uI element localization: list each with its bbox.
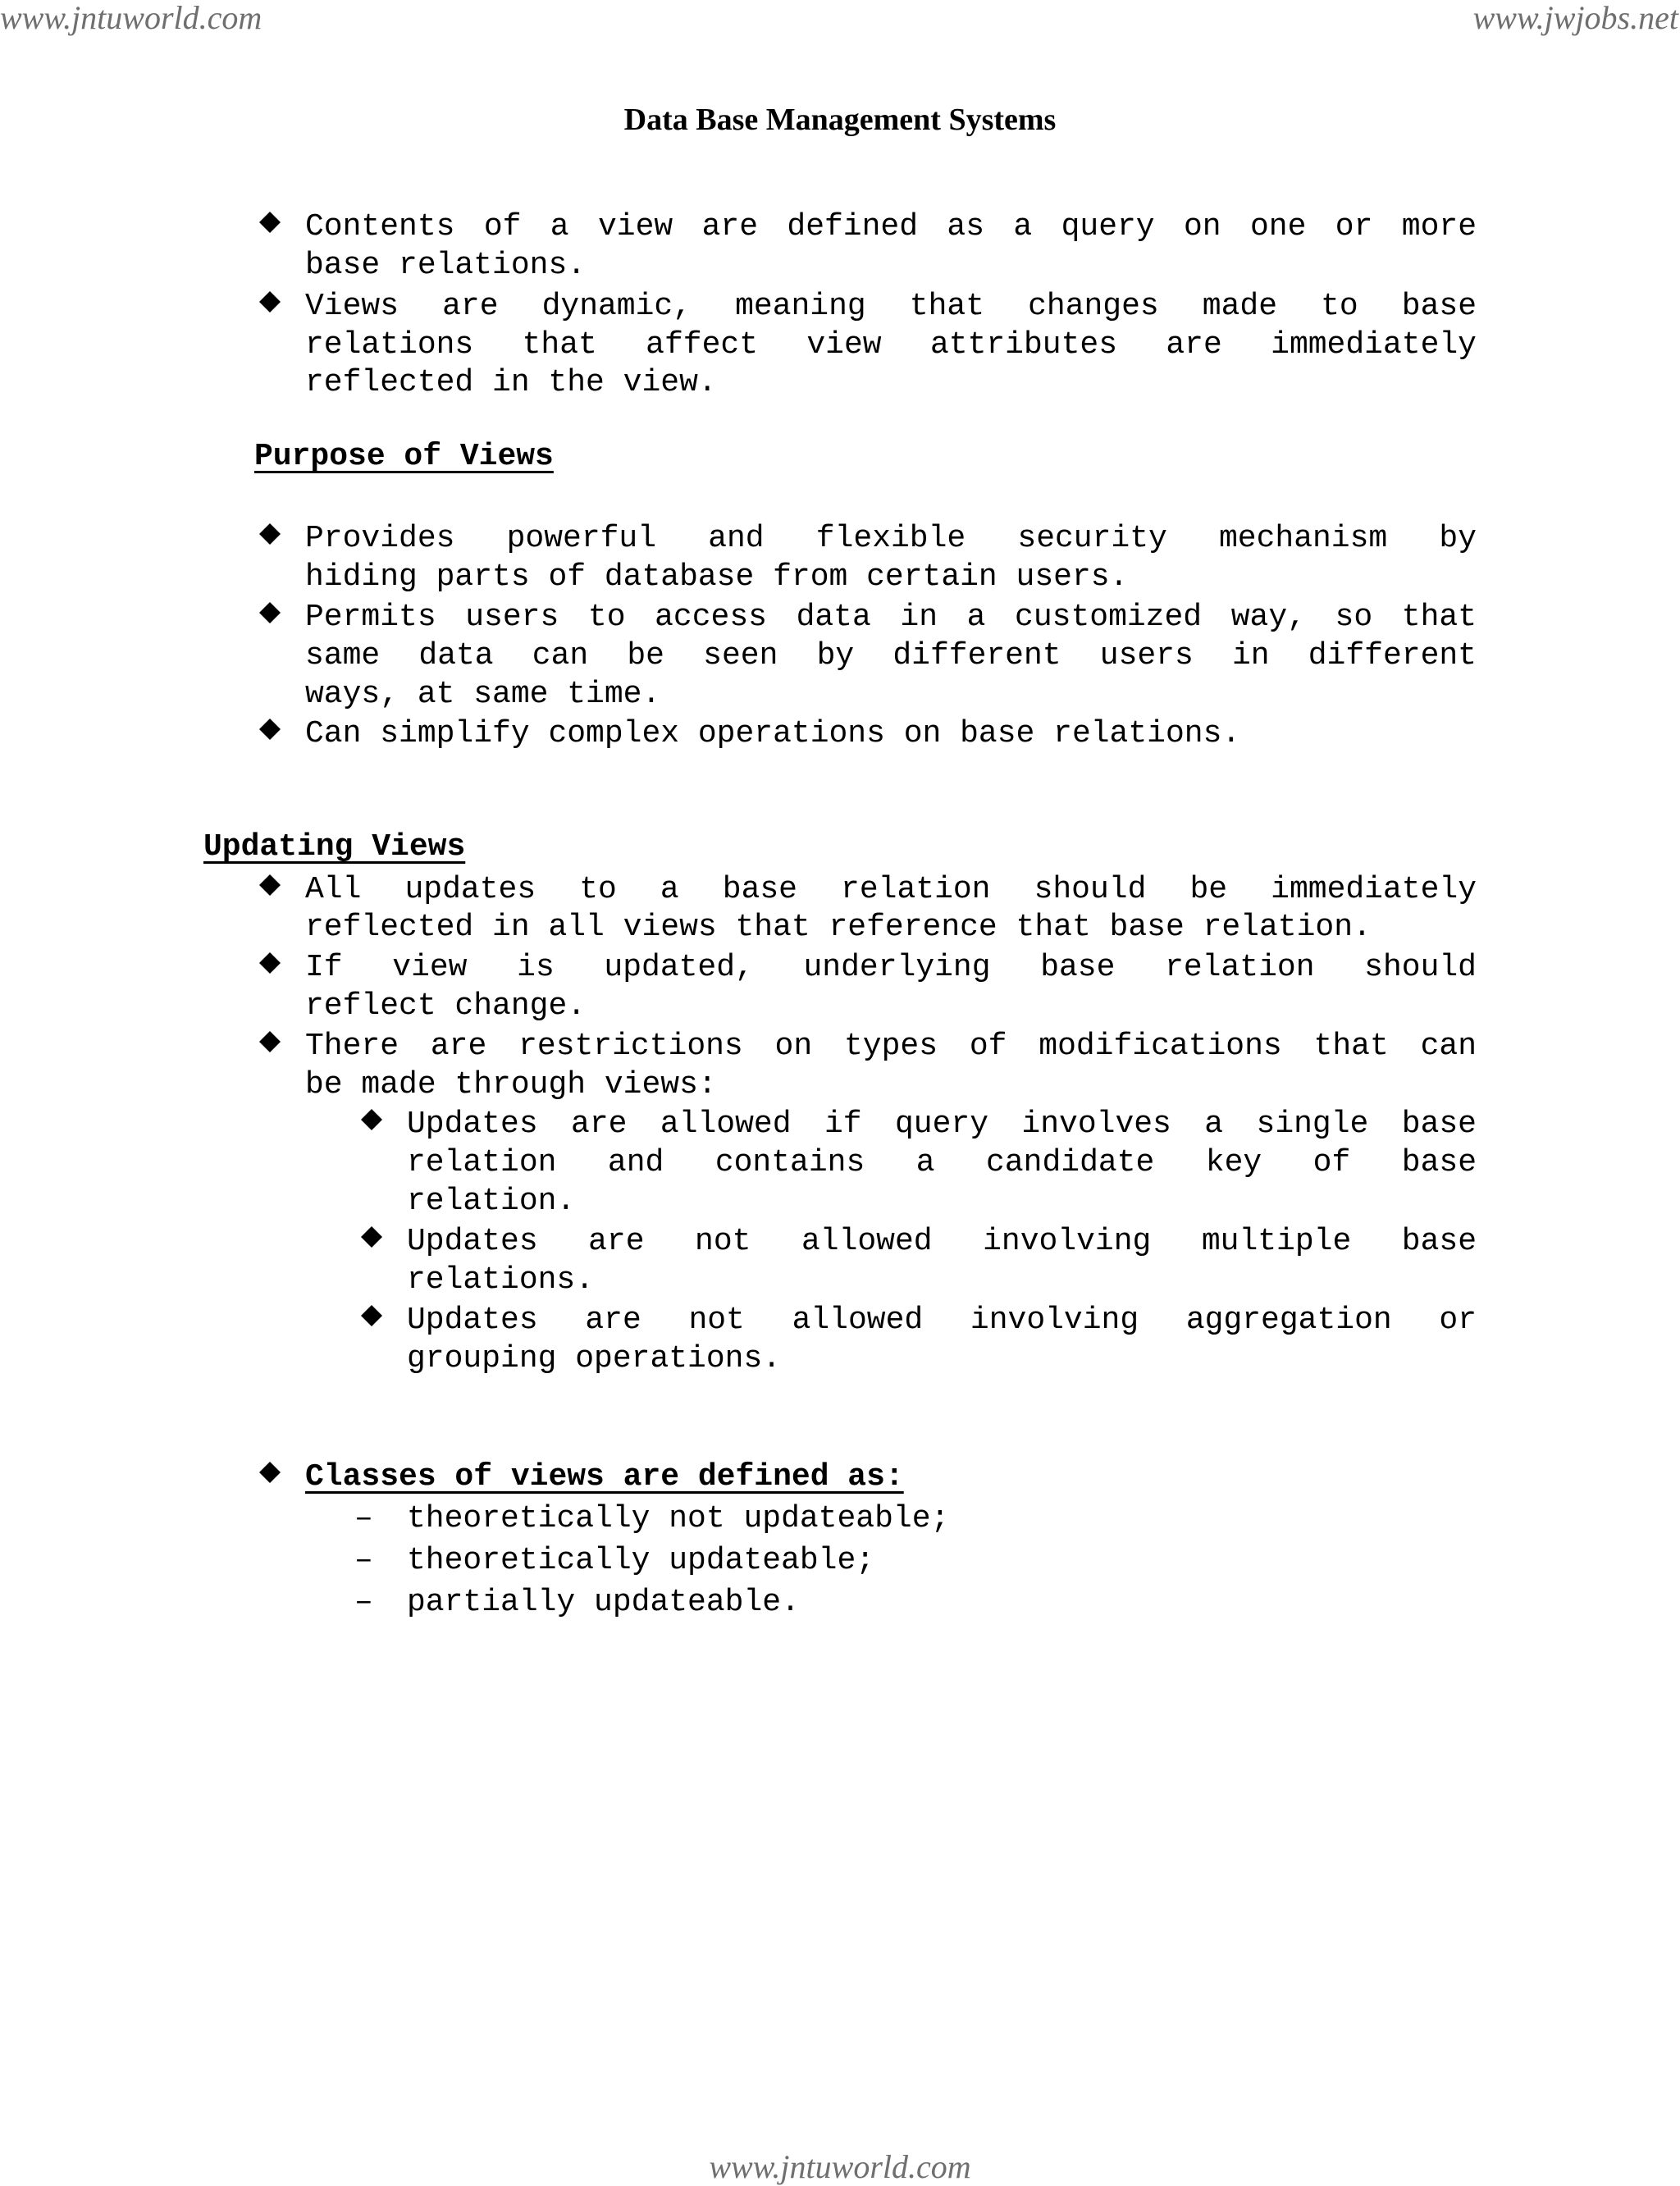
diamond-bullet-icon [259, 602, 281, 623]
updating-bullet-1-line-2: reflected in all views that reference that base relation. [305, 910, 1372, 945]
updating-bullet-3-line-2: be made through views: [305, 1067, 717, 1102]
purpose-bullet-1-line-2: hiding parts of database from certain users. [305, 559, 1129, 595]
intro-bullet-2-line-2: relations that affect view attributes are immediately [305, 327, 1477, 363]
dash-bullet-icon: – [354, 1585, 373, 1620]
purpose-bullet-2-line-3: ways, at same time. [305, 677, 661, 712]
purpose-bullet-2-line-1: Permits users to access data in a customized way, so that [305, 600, 1477, 635]
diamond-sub-bullet-icon [361, 1109, 382, 1130]
diamond-bullet-icon [259, 291, 281, 313]
diamond-bullet-icon [259, 952, 281, 974]
sub-bullet-2-line-2: relations. [407, 1262, 595, 1298]
sub-bullet-1-line-3: relation. [407, 1184, 576, 1219]
dash-bullet-icon: – [354, 1543, 373, 1578]
intro-bullet-2-line-1: Views are dynamic, meaning that changes made to base [305, 289, 1477, 324]
classes-item-1: theoretically not updateable; [407, 1501, 950, 1536]
sub-bullet-1-line-2: relation and contains a candidate key of base [407, 1145, 1477, 1180]
diamond-bullet-icon [259, 874, 281, 896]
sub-bullet-1-line-1: Updates are allowed if query involves a single base [407, 1107, 1477, 1142]
diamond-bullet-icon [259, 1462, 281, 1483]
diamond-sub-bullet-icon [361, 1305, 382, 1326]
header-left-watermark: www.jntuworld.com [0, 0, 262, 36]
purpose-bullet-1-line-1: Provides powerful and flexible security mechanism by [305, 521, 1477, 556]
diamond-bullet-icon [259, 212, 281, 233]
sub-bullet-3-line-2: grouping operations. [407, 1341, 782, 1376]
intro-bullet-1-line-1: Contents of a view are defined as a query on one or more [305, 209, 1477, 244]
updating-bullet-3-line-1: There are restrictions on types of modifications that can [305, 1029, 1477, 1064]
diamond-sub-bullet-icon [361, 1226, 382, 1248]
purpose-heading: Purpose of Views [254, 439, 554, 474]
sub-bullet-3-line-1: Updates are not allowed involving aggregation or [407, 1303, 1477, 1338]
purpose-bullet-2-line-2: same data can be seen by different users in different [305, 638, 1477, 673]
classes-item-3: partially updateable. [407, 1585, 800, 1620]
diamond-bullet-icon [259, 1031, 281, 1052]
page-title: Data Base Management Systems [623, 103, 1057, 137]
header-right-watermark: www.jwjobs.net [1472, 0, 1678, 36]
footer-watermark: www.jntuworld.com [709, 2148, 971, 2185]
updating-bullet-2-line-2: reflect change. [305, 988, 587, 1024]
classes-item-2: theoretically updateable; [407, 1543, 875, 1578]
purpose-bullet-3-line-1: Can simplify complex operations on base relations. [305, 716, 1241, 751]
classes-heading: Classes of views are defined as: [305, 1459, 904, 1495]
diamond-bullet-icon [259, 719, 281, 740]
sub-bullet-2-line-1: Updates are not allowed involving multiple base [407, 1224, 1477, 1259]
updating-bullet-2-line-1: If view is updated, underlying base relation should [305, 950, 1477, 985]
diamond-bullet-icon [259, 523, 281, 545]
dash-bullet-icon: – [354, 1501, 373, 1536]
intro-bullet-1-line-2: base relations. [305, 248, 587, 283]
updating-bullet-1-line-1: All updates to a base relation should be immediately [305, 872, 1477, 907]
intro-bullet-2-line-3: reflected in the view. [305, 365, 717, 400]
updating-heading: Updating Views [203, 829, 466, 865]
